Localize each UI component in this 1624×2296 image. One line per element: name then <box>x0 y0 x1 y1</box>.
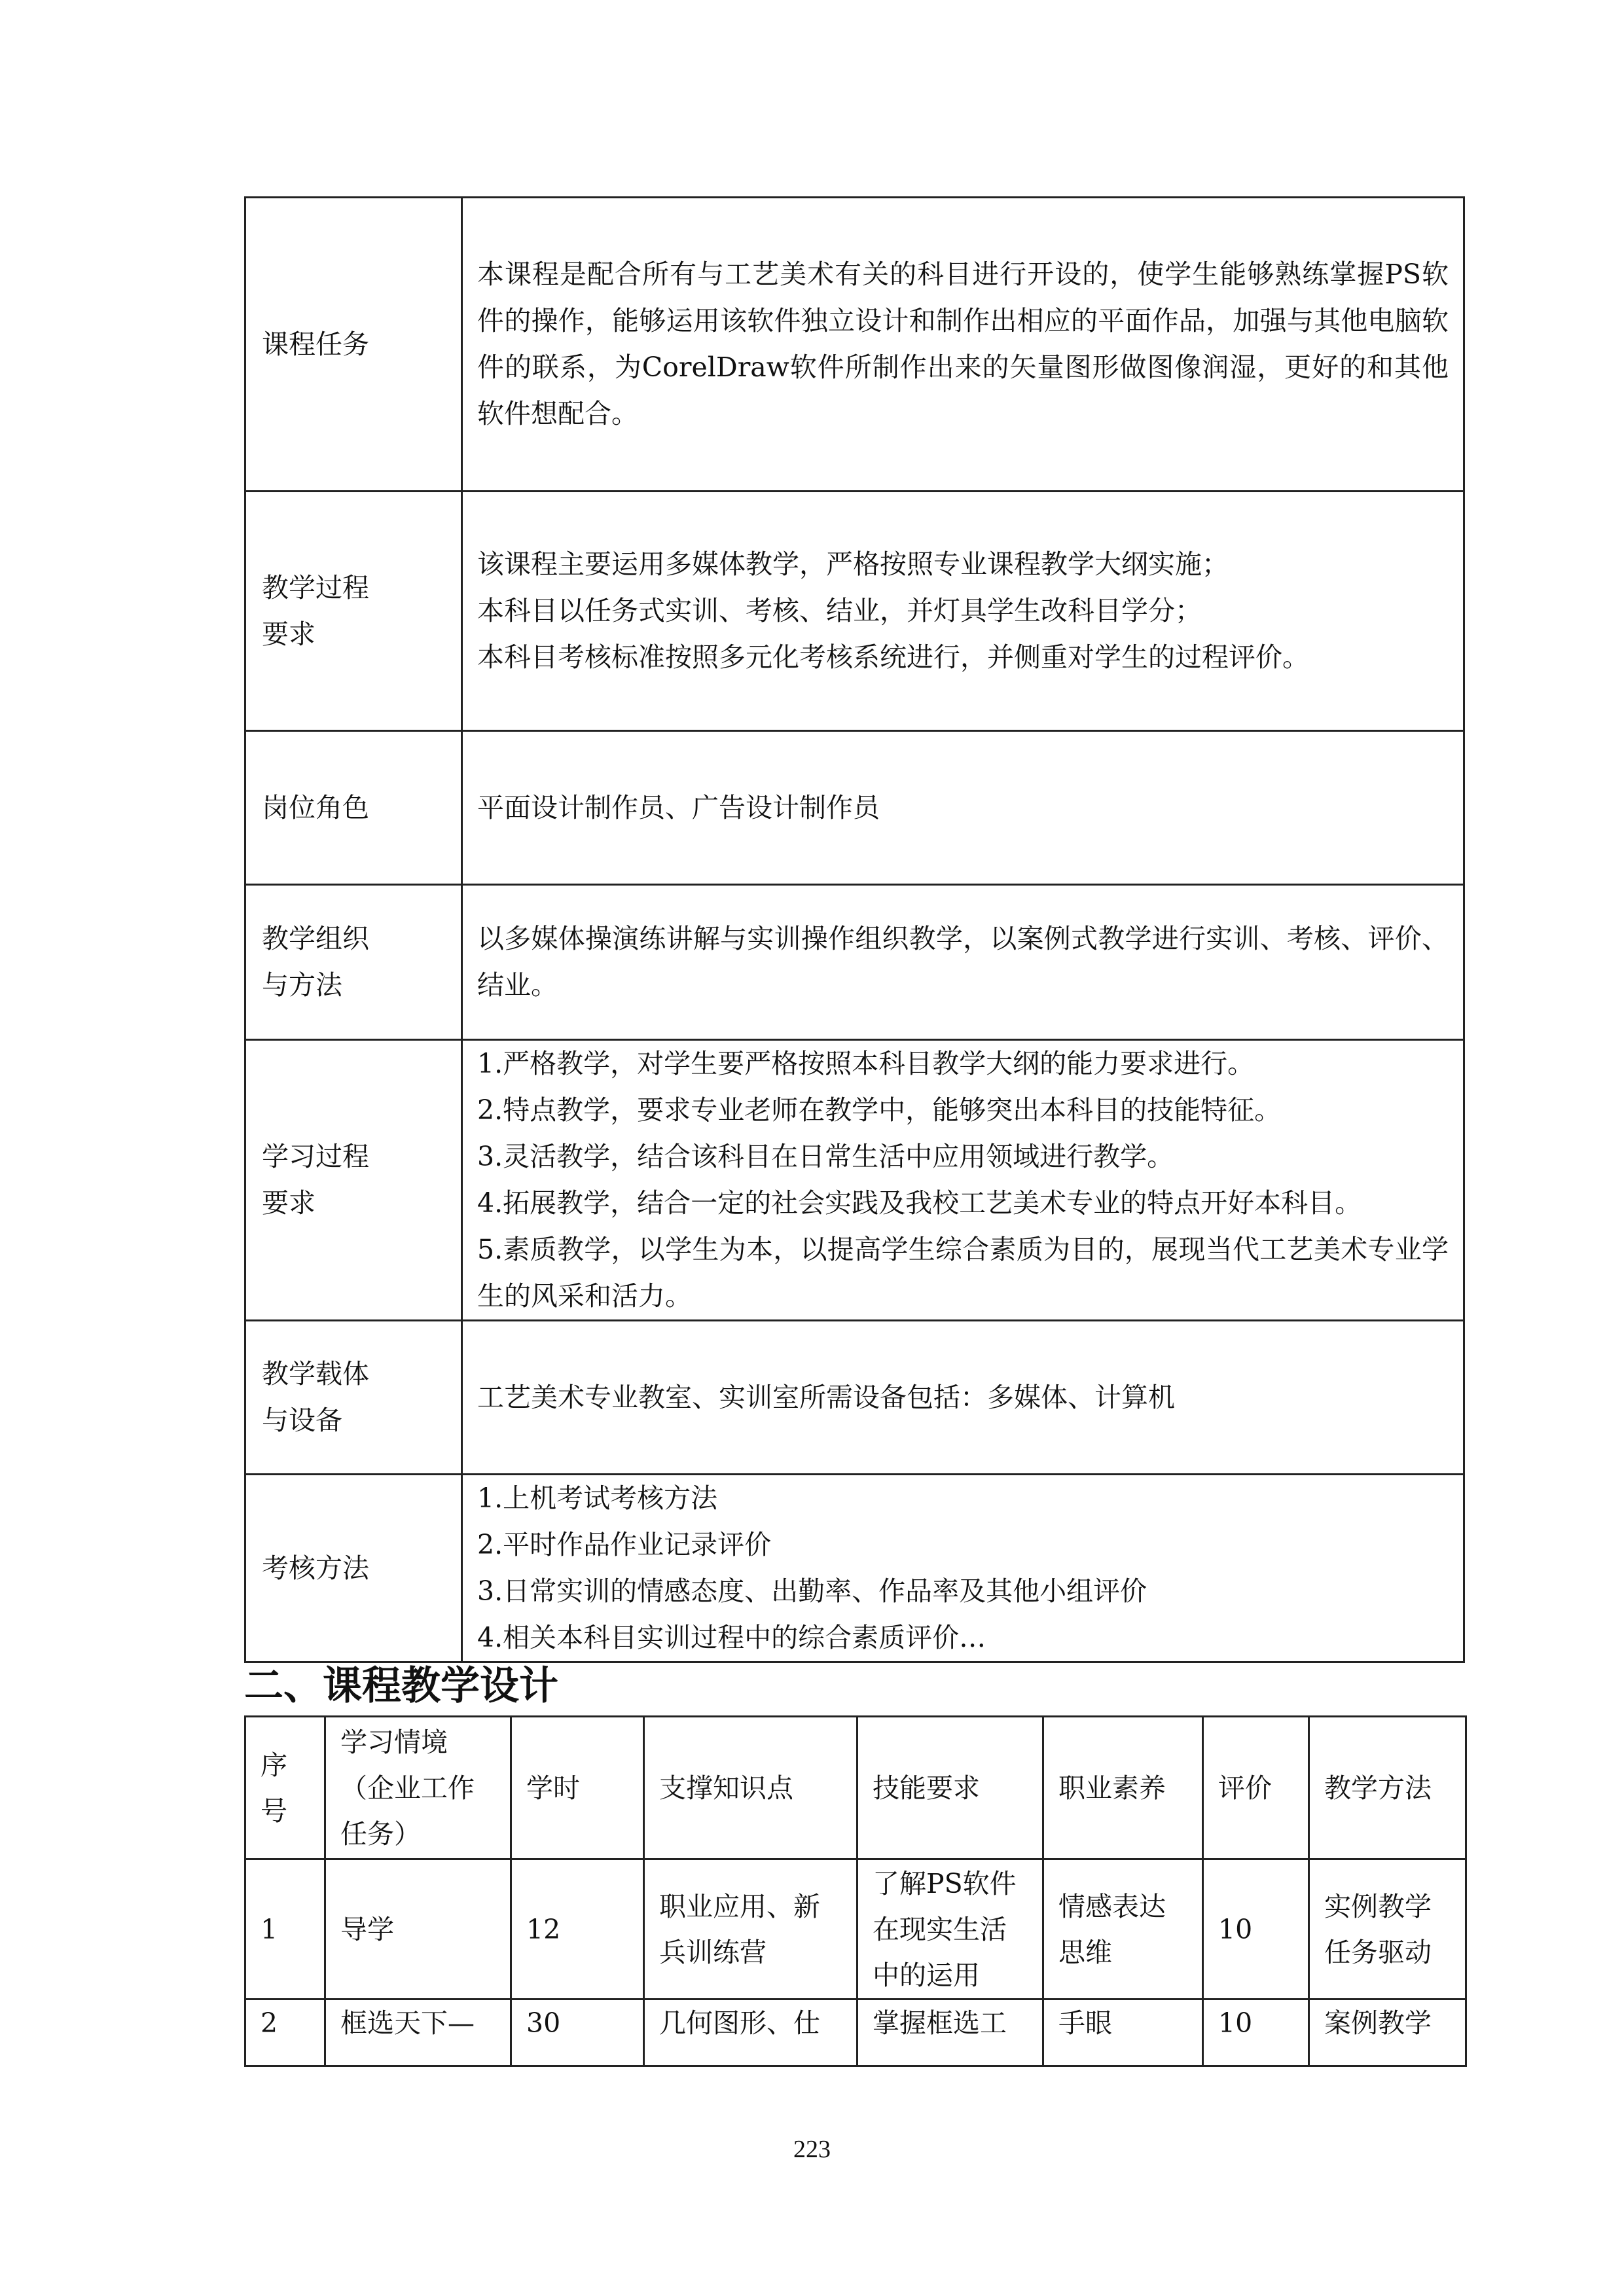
table-cell: 1 <box>245 1859 325 2000</box>
course-design-table <box>244 1715 1467 2067</box>
section-heading: 二、课程教学设计 <box>244 1663 558 1709</box>
info-row-carrier-equipment <box>245 1321 1464 1475</box>
header-cell: 教学方法 <box>1309 1717 1466 1859</box>
course-info-table <box>244 196 1465 1663</box>
info-label: 考核方法 <box>245 1475 462 1662</box>
table-header-row <box>245 1717 1466 1859</box>
table-cell: 情感表达思维 <box>1043 1859 1203 2000</box>
info-row-teaching-process <box>245 492 1464 731</box>
table-cell: 手眼 <box>1043 2000 1203 2066</box>
info-content: 1.严格教学，对学生要严格按照本科目教学大纲的能力要求进行。 2.特点教学，要求专业老师在教学中，能够突出本科目的技能特征。 3.灵活教学，结合该科目在日常生活中应用领域进行教学。 4.拓展教学，结合一定的社会实践及我校工艺美术专业的特点开好本科目。 5.素质教学，以学生为本，以提高学生综合素质为目的，展现当代工艺美术专业学生的风采和活力。 <box>462 1040 1464 1321</box>
info-row-job-role <box>245 731 1464 885</box>
table-cell: 2 <box>245 2000 325 2066</box>
info-content: 本课程是配合所有与工艺美术有关的科目进行开设的，使学生能够熟练掌握PS软件的操作，能够运用该软件独立设计和制作出相应的平面作品，加强与其他电脑软件的联系，为CorelDraw软件所制作出来的矢量图形做图像润湿，更好的和其他软件想配合。 <box>462 198 1464 492</box>
info-label: 课程任务 <box>245 198 462 492</box>
table-cell: 案例教学 <box>1309 2000 1466 2066</box>
table-cell: 12 <box>511 1859 644 2000</box>
header-cell: 学习情境（企业工作任务） <box>325 1717 511 1859</box>
page-number: 223 <box>793 2136 831 2163</box>
info-row-organization-method <box>245 885 1464 1040</box>
info-row-learning-process <box>245 1040 1464 1321</box>
info-label: 教学载体 与设备 <box>245 1321 462 1475</box>
table-cell: 框选天下— <box>325 2000 511 2066</box>
info-content: 工艺美术专业教室、实训室所需设备包括：多媒体、计算机 <box>462 1321 1464 1475</box>
info-label: 教学过程 要求 <box>245 492 462 731</box>
info-label: 教学组织 与方法 <box>245 885 462 1040</box>
header-cell: 评价 <box>1203 1717 1309 1859</box>
table-cell: 导学 <box>325 1859 511 2000</box>
table-cell: 30 <box>511 2000 644 2066</box>
info-content: 1.上机考试考核方法 2.平时作品作业记录评价 3.日常实训的情感态度、出勤率、作品率及其他小组评价 4.相关本科目实训过程中的综合素质评价… <box>462 1475 1464 1662</box>
info-content: 以多媒体操演练讲解与实训操作组织教学，以案例式教学进行实训、考核、评价、结业。 <box>462 885 1464 1040</box>
info-label: 学习过程 要求 <box>245 1040 462 1321</box>
info-row-course-task <box>245 198 1464 492</box>
info-row-assessment <box>245 1475 1464 1662</box>
table-row <box>245 1859 1466 2000</box>
info-content: 平面设计制作员、广告设计制作员 <box>462 731 1464 885</box>
table-cell: 10 <box>1203 1859 1309 2000</box>
header-cell: 支撑知识点 <box>644 1717 857 1859</box>
header-cell: 职业素养 <box>1043 1717 1203 1859</box>
header-cell: 序号 <box>245 1717 325 1859</box>
table-cell: 实例教学任务驱动 <box>1309 1859 1466 2000</box>
info-content: 该课程主要运用多媒体教学，严格按照专业课程教学大纲实施； 本科目以任务式实训、考核、结业，并灯具学生改科目学分； 本科目考核标准按照多元化考核系统进行，并侧重对学生的过程评价。 <box>462 492 1464 731</box>
table-cell: 了解PS软件在现实生活中的运用 <box>857 1859 1043 2000</box>
table-cell: 10 <box>1203 2000 1309 2066</box>
table-cell: 职业应用、新兵训练营 <box>644 1859 857 2000</box>
info-label: 岗位角色 <box>245 731 462 885</box>
header-cell: 技能要求 <box>857 1717 1043 1859</box>
header-cell: 学时 <box>511 1717 644 1859</box>
table-cell: 几何图形、仕 <box>644 2000 857 2066</box>
table-cell: 掌握框选工 <box>857 2000 1043 2066</box>
table-row <box>245 2000 1466 2066</box>
